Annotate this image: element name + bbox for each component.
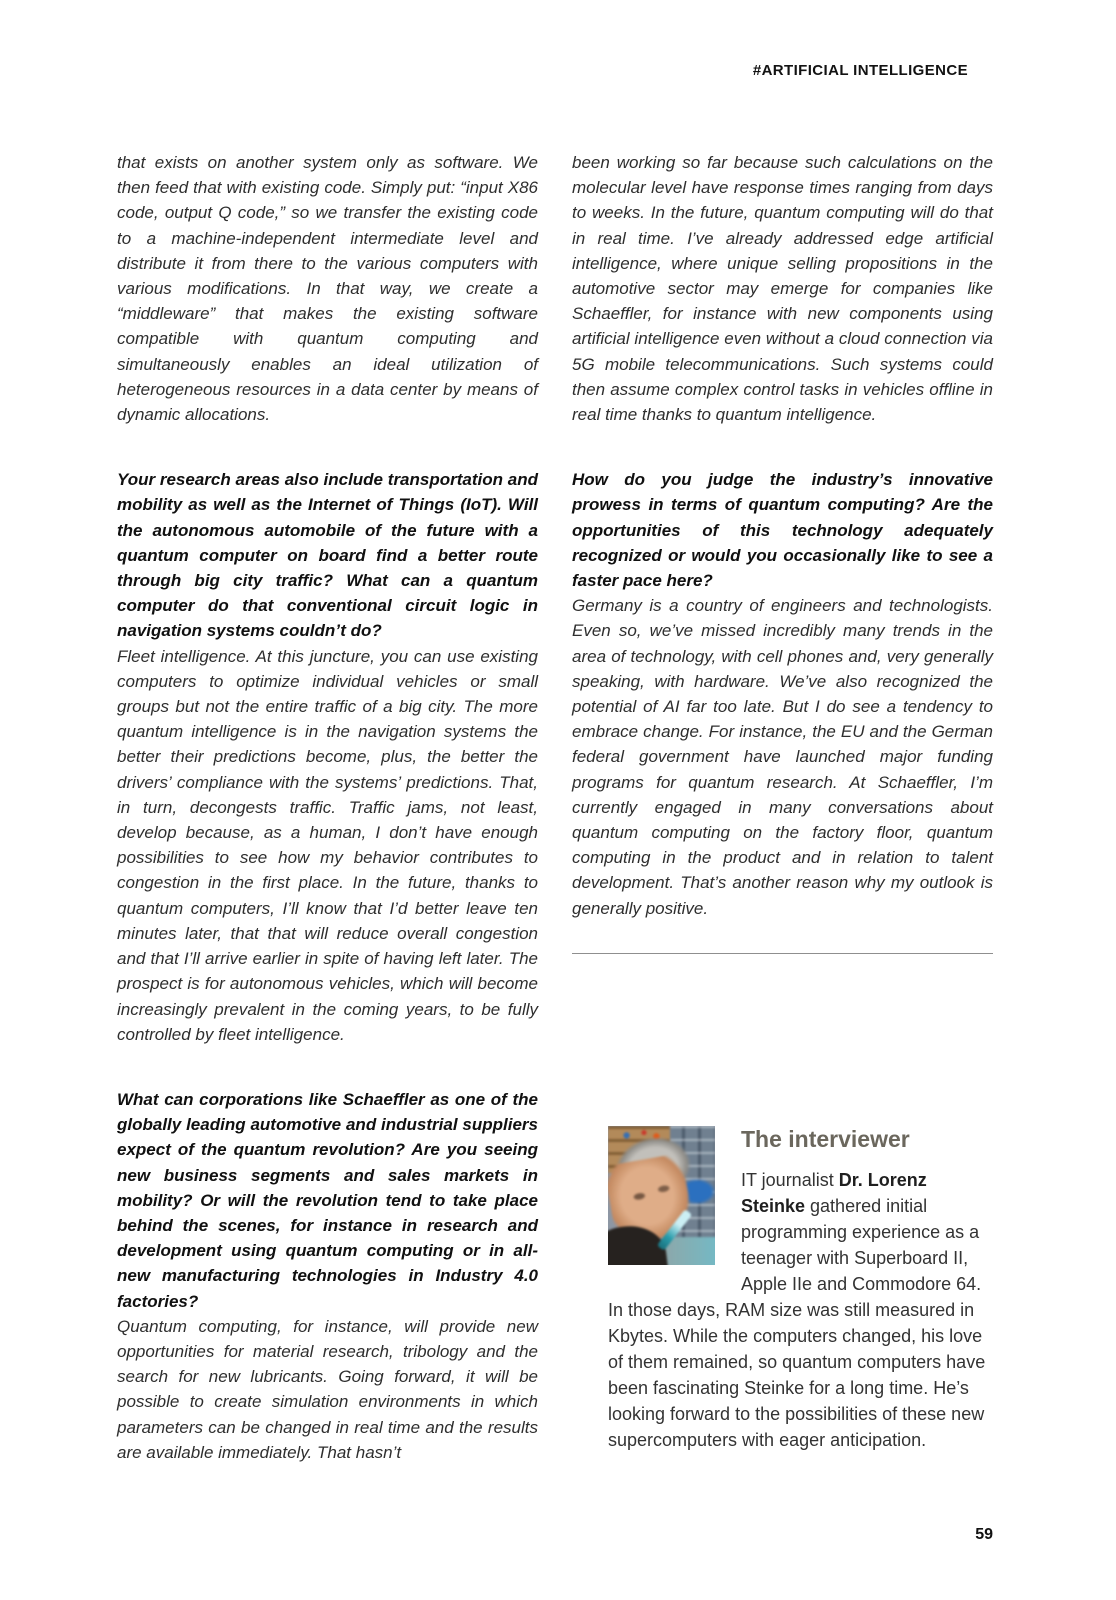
bio-rest-text: gathered initial programming experience as a teenager with Superboard II, Apple IIe and Commodore 64. In those days, RAM size was still measured in Kbytes. While the computers changed, his love of them remained, so quantum computers have been fascinating Steinke for a long time. He’s looking forward to the possibilities of these new supercomputers with eager anticipation. [608,1195,986,1450]
answer-continuation-paragraph: that exists on another system only as software. We then feed that with existing code. Simply put: “input X86 code, output Q code,” so we transfer the existing code to a machine-independent intermediate level and distribute it from there to the various computers with various modifications. In that way, we create a “middleware” that makes the existing software compatible with quantum computing and simultaneously enables an ideal utilization of heterogeneous resources in a data center by means of dynamic allocations. [117,153,538,425]
interviewer-box [572,1126,993,1453]
interviewer-photo-art [608,1126,715,1265]
interviewer-name: Dr. Lorenz Steinke [741,1169,927,1216]
interviewer-title: The interviewer [741,1125,910,1152]
answer-fleet-intelligence: Fleet intelligence. At this juncture, you can use existing computers to optimize individual vehicles or small groups but not the entire traffic of a big city. The more quantum intelligence is in the navigation systems the better their predictions become, plus, the better the drivers’ compliance with the systems’ predictions. That, in turn, decongests traffic. Traffic jams, not least, develop because, as a human, I don’t have enough possibilities to see how my behavior contributes to congestion in the first place. In the future, thanks to quantum computers, I’ll know that I’d better leave ten minutes later, that that will reduce overall congestion and that I’ll arrive earlier in spite of having left later. The prospect is for autonomous vehicles, which will become increasingly prevalent in the coming years, to be fully controlled by fleet intelligence. [117,646,538,1044]
interviewer-photo [608,1126,715,1265]
page-number: 59 [975,1526,993,1543]
bio-intro-text: IT journalist [741,1169,839,1190]
section-divider [572,953,993,954]
answer-germany-outlook: Germany is a country of engineers and technologists. Even so, we’ve missed incredibly many trends in the area of technology, with cell phones and, very generally speaking, with hardware. We’ve also recognized the potential of AI far too late. But I do see a tendency to embrace change. For instance, the EU and the German federal government have launched major funding programs for quantum research. At Schaeffler, I’m currently engaged in many conversations about quantum computing on the factory floor, quantum computing in the product and in relation to talent development. That’s another reason why my outlook is generally positive. [572,596,993,918]
question-industry-innovation: How do you judge the industry’s innovative prowess in terms of quantum computing? Are the opportunities of this technology adequately recognized or would you occasionally like to see a faster pace here? [572,470,993,591]
question-transportation-mobility: Your research areas also include transportation and mobility as well as the Internet of Things (IoT). Will the autonomous automobile of the future with a quantum computer on board find a better route through big city traffic? What can a quantum computer do that conventional circuit logic in navigation systems couldn’t do? [117,470,538,641]
article-columns [117,150,993,1465]
answer-quantum-opportunities: Quantum computing, for instance, will provide new opportunities for material research, tribology and the search for new lubricants. Going forward, it will be possible to create simulation environments in which parameters can be changed in real time and the results are available immediately. That hasn’t [117,1316,538,1462]
section-header-tag: #ARTIFICIAL INTELLIGENCE [752,62,968,79]
question-schaeffler-expectations: What can corporations like Schaeffler as one of the globally leading automotive and industrial suppliers expect of the quantum revolution? Are you seeing new business segments and sales markets in mobility? Or will the revolution tend to take place behind the scenes, for instance in research and development using quantum computing or in all-new manufacturing technologies in Industry 4.0 factories? [117,1089,538,1311]
left-column [117,150,538,1465]
right-column [572,150,993,1465]
answer-quantum-opportunities-continuation: been working so far because such calculations on the molecular level have response times ranging from days to weeks. In the future, quantum computing will do that in real time. I’ve already addressed edge artificial intelligence, where unique selling propositions in the automotive sector may emerge for companies like Schaeffler, for instance with new components using artificial intelligence even without a cloud connection via 5G mobile telecommunications. Such systems could then assume complex control tasks in vehicles offline in real time thanks to quantum intelligence. [572,153,993,425]
